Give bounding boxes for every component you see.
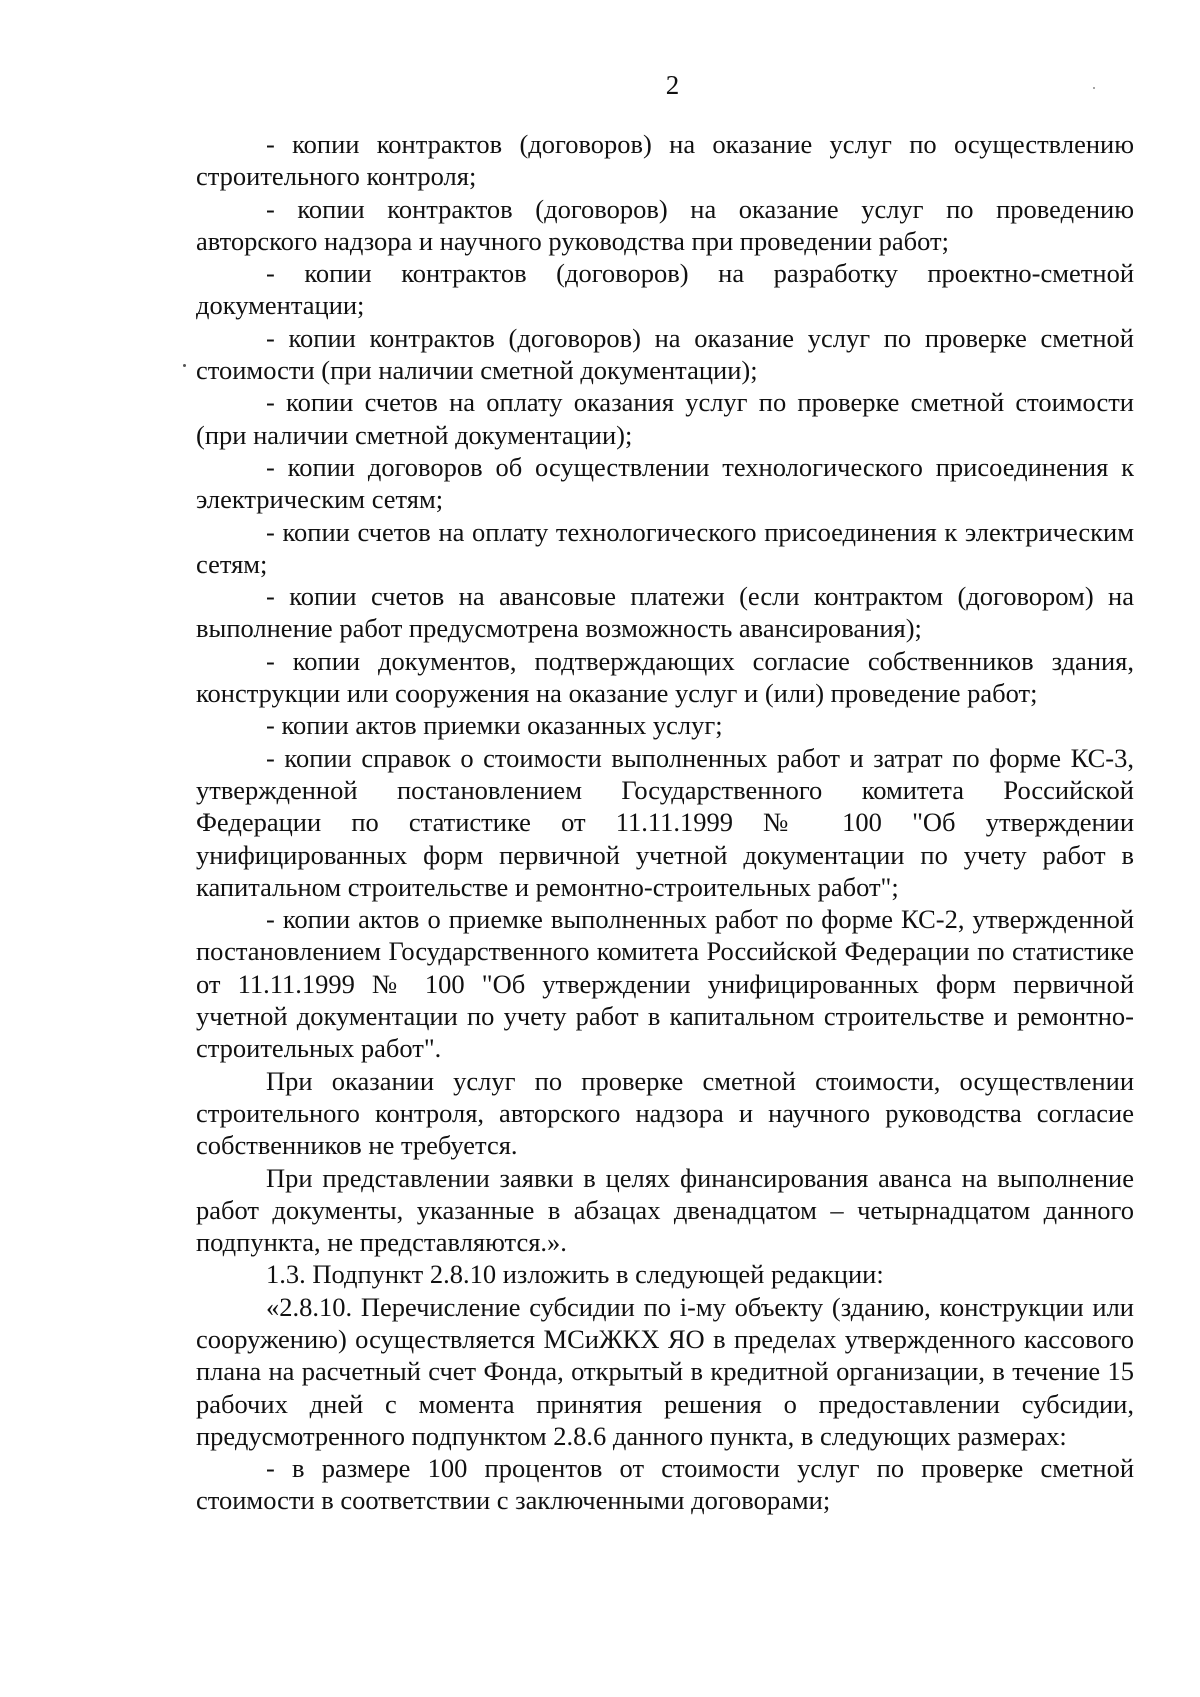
list-item-advance-payment-invoices: - копии счетов на авансовые платежи (если контрактом (договором) на выполнение работ предусмотрена возможность авансирования); <box>196 581 1134 644</box>
list-item-owner-consent-documents: - копии документов, подтверждающих согласие собственников здания, конструкции или сооружения на оказание услуг и (или) проведение работ; <box>196 645 1134 709</box>
document-body <box>196 128 1134 1517</box>
list-item-design-documentation-contracts: - копии контрактов (договоров) на разработку проектно-сметной документации; <box>196 258 1134 321</box>
list-item-service-acceptance-acts: - копии актов приемки оказанных услуг; <box>266 710 723 741</box>
scan-speck <box>183 364 186 367</box>
paragraph-section-1-3: 1.3. Подпункт 2.8.10 изложить в следующей редакции: <box>266 1259 884 1290</box>
list-item-estimate-check-contracts: - копии контрактов (договоров) на оказание услуг по проверке сметной стоимости (при наличии сметной документации); <box>196 322 1134 386</box>
list-item-full-estimate-check-payment: - в размере 100 процентов от стоимости услуг по проверке сметной стоимости в соответствии с заключенными договорами; <box>196 1453 1134 1516</box>
list-item-grid-connection-agreements: - копии договоров об осуществлении технологического присоединения к электрическим сетям; <box>196 451 1134 515</box>
paragraph-subsection-2-8-10: «2.8.10. Перечисление субсидии по i-му объекту (зданию, конструкции или сооружению) осуществляется МСиЖКХ ЯО в пределах утвержденного кассового плана на расчетный счет Фонда, открытый в кредитной организации, в течение 15 рабочих дней с момента принятия решения о предоставлении субсидии, предусмотренного подпунктом 2.8.6 данного пункта, в следующих размерах: <box>196 1291 1134 1451</box>
page-number: 2 <box>665 70 680 100</box>
paragraph-consent-not-required: При оказании услуг по проверке сметной стоимости, осуществлении строительного контроля, авторского надзора и научного руководства согласие собственников не требуется. <box>196 1065 1134 1161</box>
paragraph-advance-application: При представлении заявки в целях финансирования аванса на выполнение работ документы, указанные в абзацах двенадцатом – четырнадцатом данного подпункта, не представляются.». <box>196 1162 1134 1258</box>
scan-speck <box>1093 87 1095 89</box>
list-item-grid-connection-invoices: - копии счетов на оплату технологического присоединения к электрическим сетям; <box>196 516 1134 579</box>
list-item-author-supervision-contracts: - копии контрактов (договоров) на оказание услуг по проведению авторского надзора и научного руководства при проведении работ; <box>196 193 1134 256</box>
list-item-ks3-certificates: - копии справок о стоимости выполненных работ и затрат по форме КС-3, утвержденной постановлением Государственного комитета Российской Федерации по статистике от 11.11.1999 № 100 "Об утверждении унифицированных форм первичной учетной документации по учету работ в капитальном строительстве и ремонтно-строительных работ"; <box>196 742 1134 902</box>
list-item-construction-control-contracts: - копии контрактов (договоров) на оказание услуг по осуществлению строительного контроля; <box>196 129 1134 192</box>
list-item-estimate-check-invoices: - копии счетов на оплату оказания услуг по проверке сметной стоимости (при наличии сметной документации); <box>196 387 1134 450</box>
list-item-ks2-acceptance-acts: - копии актов о приемке выполненных работ по форме КС-2, утвержденной постановлением Государственного комитета Российской Федерации по статистике от 11.11.1999 № 100 "Об утверждении унифицированных форм первичной учетной документации по учету работ в капитальном строительстве и ремонтно-строительных работ". <box>196 904 1134 1064</box>
